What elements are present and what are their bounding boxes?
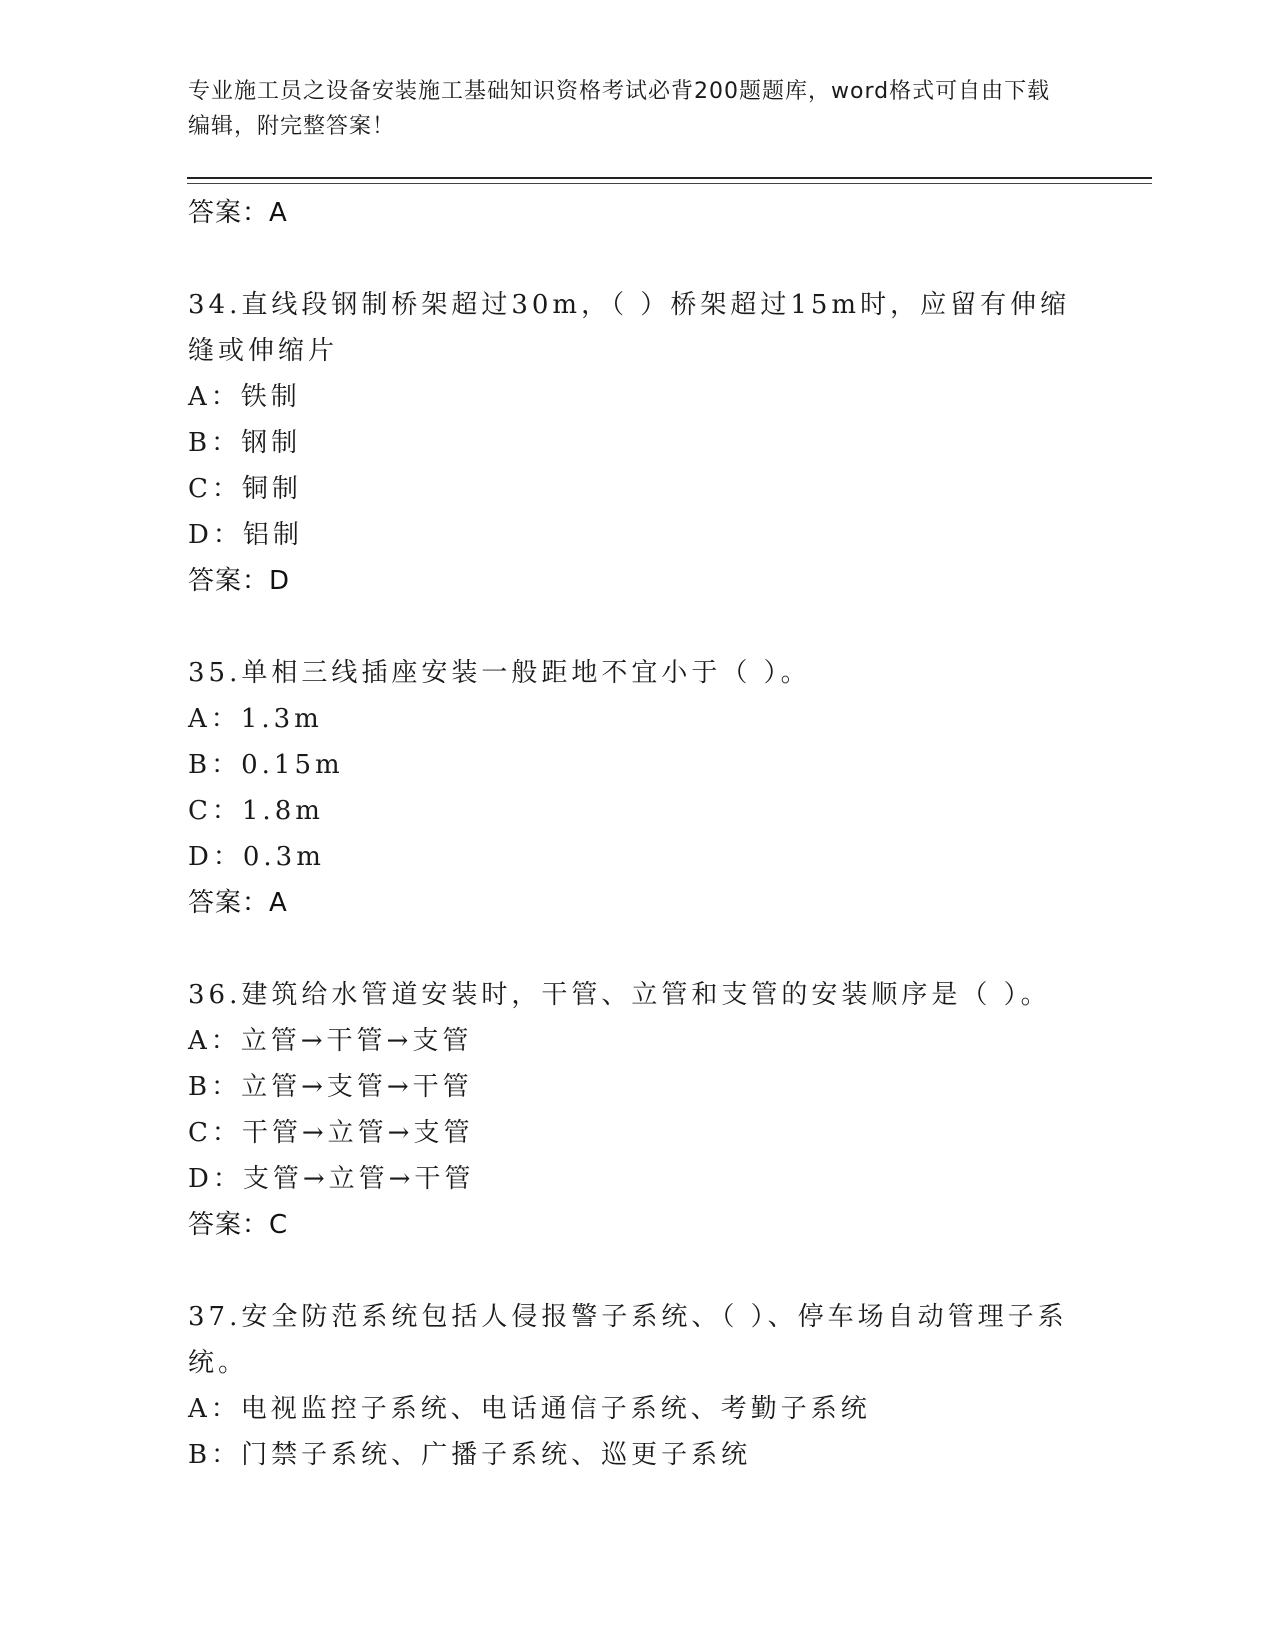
option-a: A：1.3m xyxy=(188,704,323,734)
question-stem: 35.单相三线插座安装一般距地不宜小于（ ）。 xyxy=(188,658,811,688)
document-header: 专业施工员之设备安装施工基础知识资格考试必背200题题库，word格式可自由下载编辑，附完整答案！ xyxy=(188,79,1051,139)
question-35 xyxy=(188,650,1088,926)
answer-line: 答案：C xyxy=(188,1210,289,1240)
question-stem: 36.建筑给水管道安装时，干管、立管和支管的安装顺序是（ ）。 xyxy=(188,980,1051,1010)
question-stem: 37.安全防范系统包括人侵报警子系统、（ ）、停车场自动管理子系统。 xyxy=(188,1302,1068,1378)
option-a: A：立管→干管→支管 xyxy=(188,1026,473,1056)
option-b: B：0.15m xyxy=(188,750,344,780)
option-d: D：支管→立管→干管 xyxy=(188,1164,475,1194)
answer-line: 答案：D xyxy=(188,566,291,596)
option-b: B：立管→支管→干管 xyxy=(188,1072,473,1102)
question-stem: 34.直线段钢制桥架超过30m，（ ）桥架超过15m时，应留有伸缩缝或伸缩片 xyxy=(188,290,1071,366)
question-list xyxy=(188,190,1088,1478)
option-c: C：干管→立管→支管 xyxy=(188,1118,474,1148)
option-a: A：铁制 xyxy=(188,382,301,412)
answer-line: 答案：A xyxy=(188,888,288,918)
header-rule-thick xyxy=(187,177,1152,179)
header-rule-thin xyxy=(187,183,1152,184)
option-b: B：门禁子系统、广播子系统、巡更子系统 xyxy=(188,1440,752,1470)
option-c: C：铜制 xyxy=(188,474,302,504)
option-a: A：电视监控子系统、电话通信子系统、考勤子系统 xyxy=(188,1394,871,1424)
question-34 xyxy=(188,282,1088,604)
answer-line: 答案：A xyxy=(188,198,288,228)
option-d: D：0.3m xyxy=(188,842,325,872)
option-d: D：铝制 xyxy=(188,520,303,550)
question-37 xyxy=(188,1294,1088,1478)
option-c: C：1.8m xyxy=(188,796,324,826)
question-36 xyxy=(188,972,1088,1248)
option-b: B：钢制 xyxy=(188,428,302,458)
